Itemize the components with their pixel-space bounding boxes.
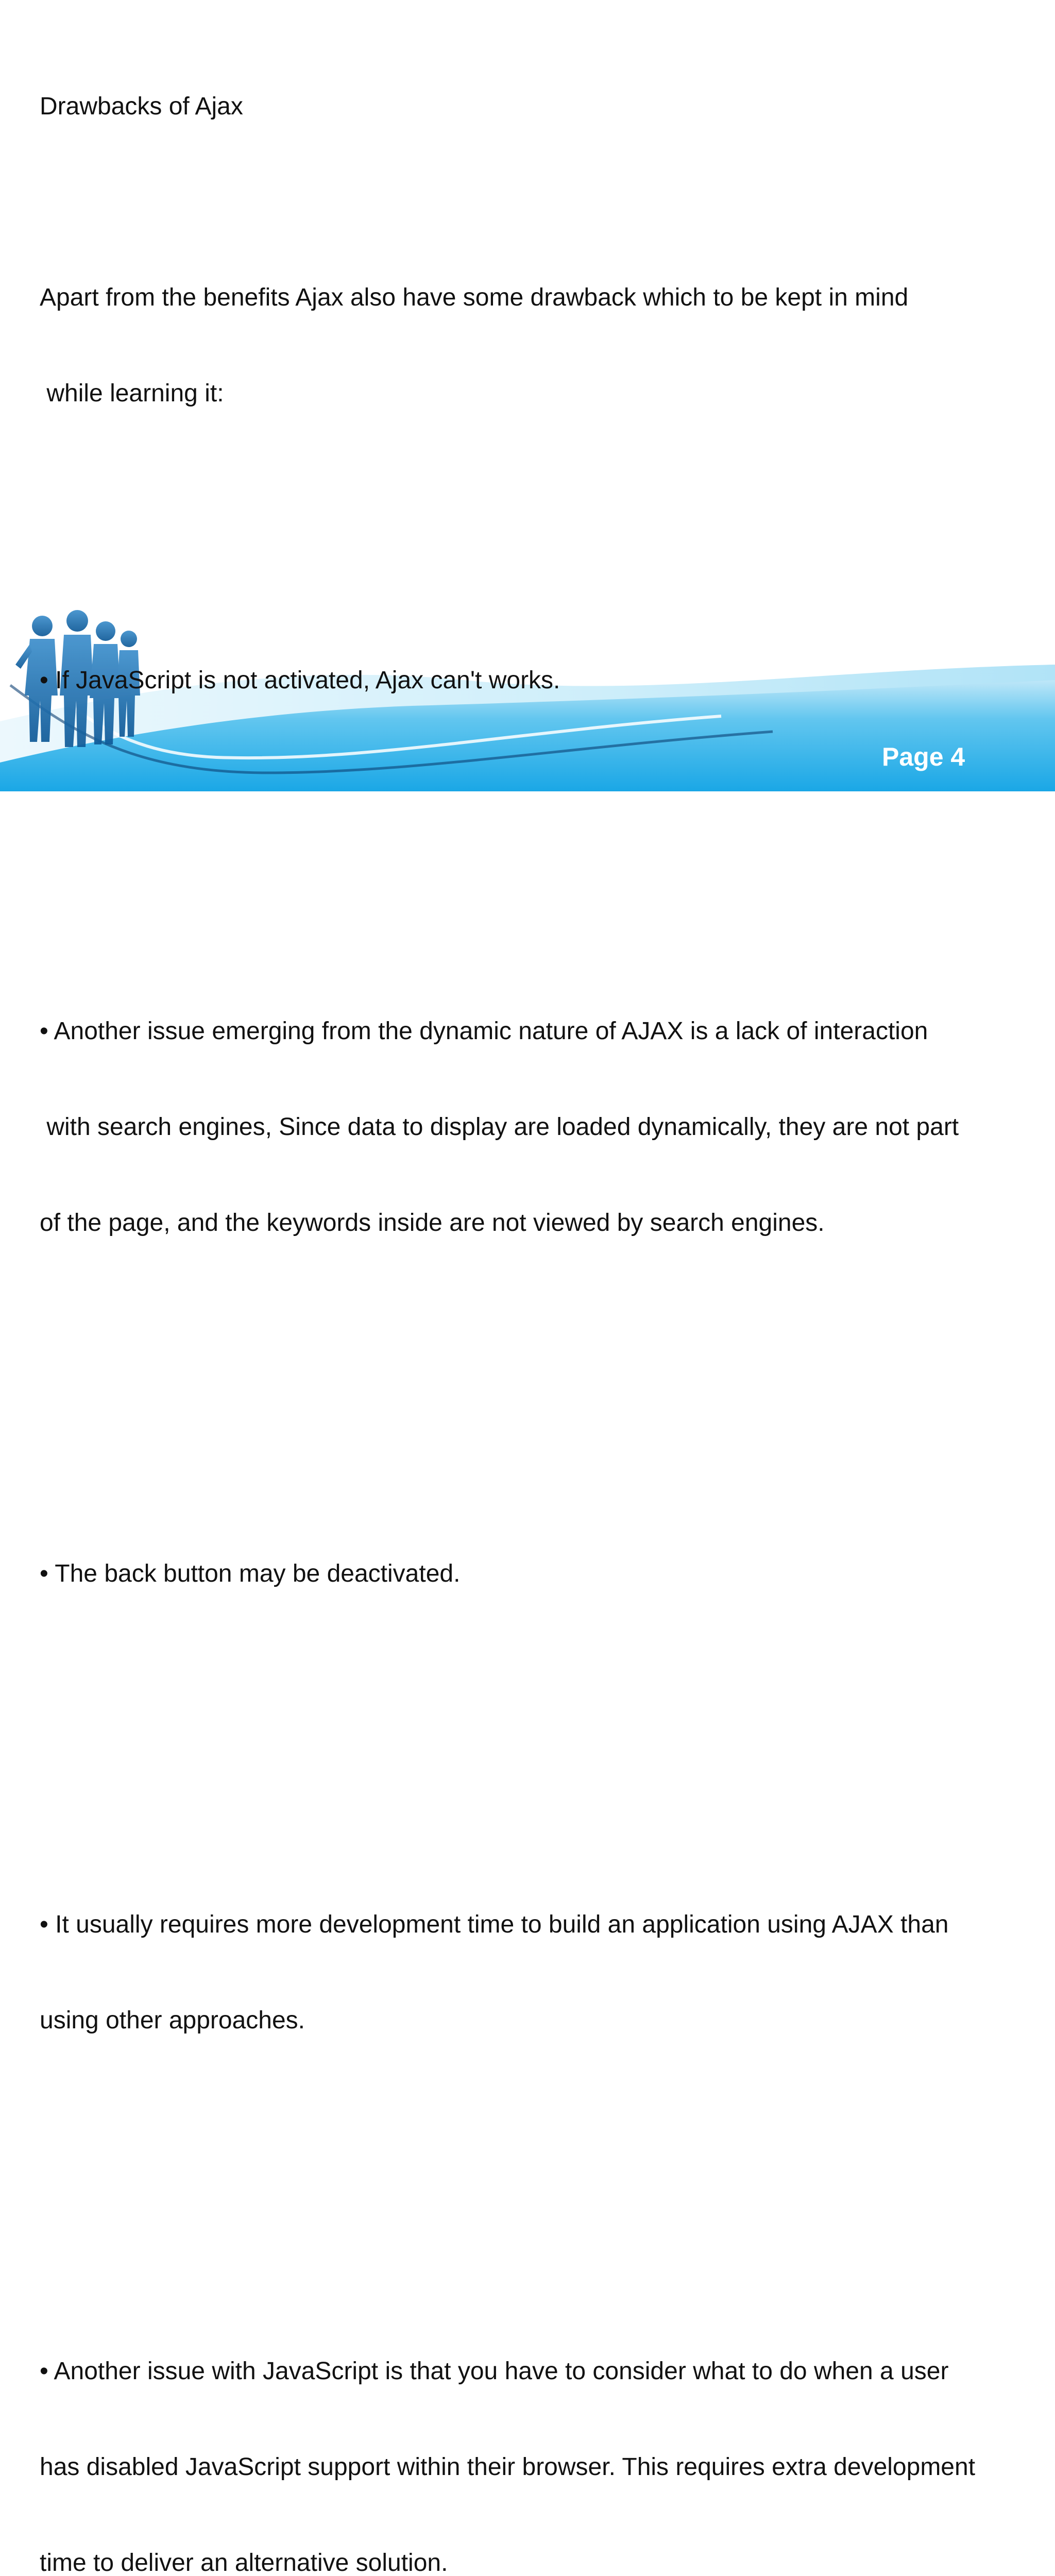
bullet-item-1 (40, 601, 1044, 760)
intro-line-2: while learning it: (40, 380, 224, 407)
bullet-item-4 (40, 1845, 1044, 2100)
bullet-item-2 (40, 952, 1044, 1303)
bullet-line: • If JavaScript is not activated, Ajax can't works. (40, 667, 560, 694)
bullet-line: of the page, and the keywords inside are not viewed by search engines. (40, 1209, 825, 1236)
bullet-line: time to deliver an alternative solution. (40, 2549, 448, 2576)
page-number: Page 4 (882, 742, 965, 771)
bullet-item-3 (40, 1494, 1044, 1654)
bullet-line: • It usually requires more development time to build an application using AJAX than (40, 1911, 949, 1938)
bullet-line: • Another issue emerging from the dynamic nature of AJAX is a lack of interaction (40, 1018, 928, 1045)
slide-body (40, 27, 1044, 2576)
slide-title: Drawbacks of Ajax (40, 93, 243, 120)
bullet-line: with search engines, Since data to display are loaded dynamically, they are not part (40, 1113, 959, 1141)
bullet-line: • Another issue with JavaScript is that you have to consider what to do when a user (40, 2358, 949, 2385)
bullet-line: has disabled JavaScript support within their browser. This requires extra development (40, 2453, 976, 2481)
bullet-item-5 (40, 2292, 1044, 2576)
bullet-line: using other approaches. (40, 2007, 305, 2034)
bullet-line: • The back button may be deactivated. (40, 1560, 461, 1587)
intro-line-1: Apart from the benefits Ajax also have some drawback which to be kept in mind (40, 284, 909, 311)
